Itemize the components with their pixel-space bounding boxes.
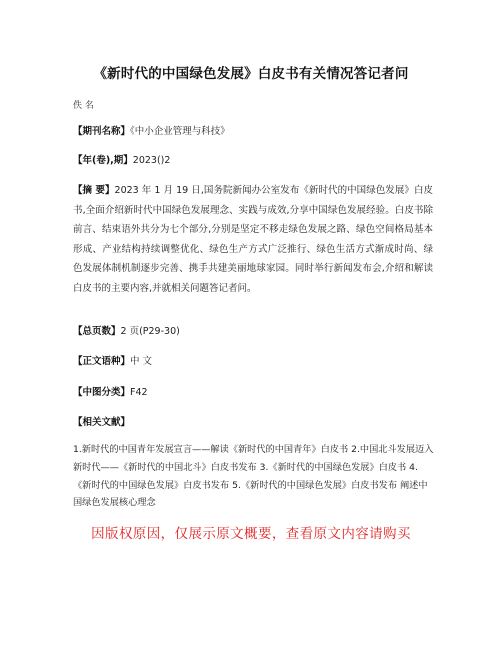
abstract-text: 2023 年 1 月 19 日,国务院新闻办公室发布《新时代的中国绿色发展》白皮书,全面介绍新时代中国绿色发展理念、实践与成效,分享中国绿色发展经验。白皮书除前言、结束语外共分为七个部分,分别是坚定不移走绿色发展之路、绿色空间格局基本形成、产业结构持续调整优化、绿色生产方式广泛推行、绿色生活方式渐成时尚、绿色发展体制机制逐步完善、携手共建美丽地球家园。同时举行新闻发布会,介绍和解读白皮书的主要内容,并就相关问题答记者问。 (73, 185, 433, 294)
related-heading (73, 412, 433, 433)
pages-field (73, 321, 433, 342)
classification-label: 【中图分类】 (73, 387, 131, 398)
issue-value: 2023()2 (132, 155, 171, 166)
classification-field (73, 382, 433, 403)
pages-value: 2 页(P29-30) (120, 326, 180, 337)
related-label: 【相关文献】 (73, 417, 131, 428)
abstract-field (73, 181, 433, 299)
issue-field (73, 150, 433, 171)
language-label: 【正文语种】 (73, 356, 131, 367)
journal-label: 【期刊名称】 (73, 126, 131, 137)
related-list[interactable]: 1.新时代的中国青年发展宣言——解读《新时代的中国青年》白皮书 2.中国北斗发展迈入新时代——《新时代的中国北斗》白皮书发布 3.《新时代的中国绿色发展》白皮书 4.《新时代的中国绿色发展》白皮书发布 5.《新时代的中国绿色发展》白皮书发布 阐述中国绿色发展核心理念 (73, 444, 434, 509)
language-field (73, 351, 433, 372)
document-title: 《新时代的中国绿色发展》白皮书有关情况答记者问 (93, 66, 409, 82)
copyright-notice[interactable]: 因版权原因，仅展示原文概要，查看原文内容请购买 (91, 526, 411, 542)
language-value: 中 文 (130, 356, 153, 367)
issue-label: 【年(卷),期】 (73, 155, 133, 166)
abstract-label: 【摘 要】 (73, 185, 115, 196)
pages-label: 【总页数】 (73, 326, 121, 337)
author: 佚 名 (73, 101, 94, 111)
journal-value: 《中小企业管理与科技》 (130, 126, 230, 137)
journal-field (73, 121, 433, 142)
classification-value: F42 (130, 387, 148, 398)
